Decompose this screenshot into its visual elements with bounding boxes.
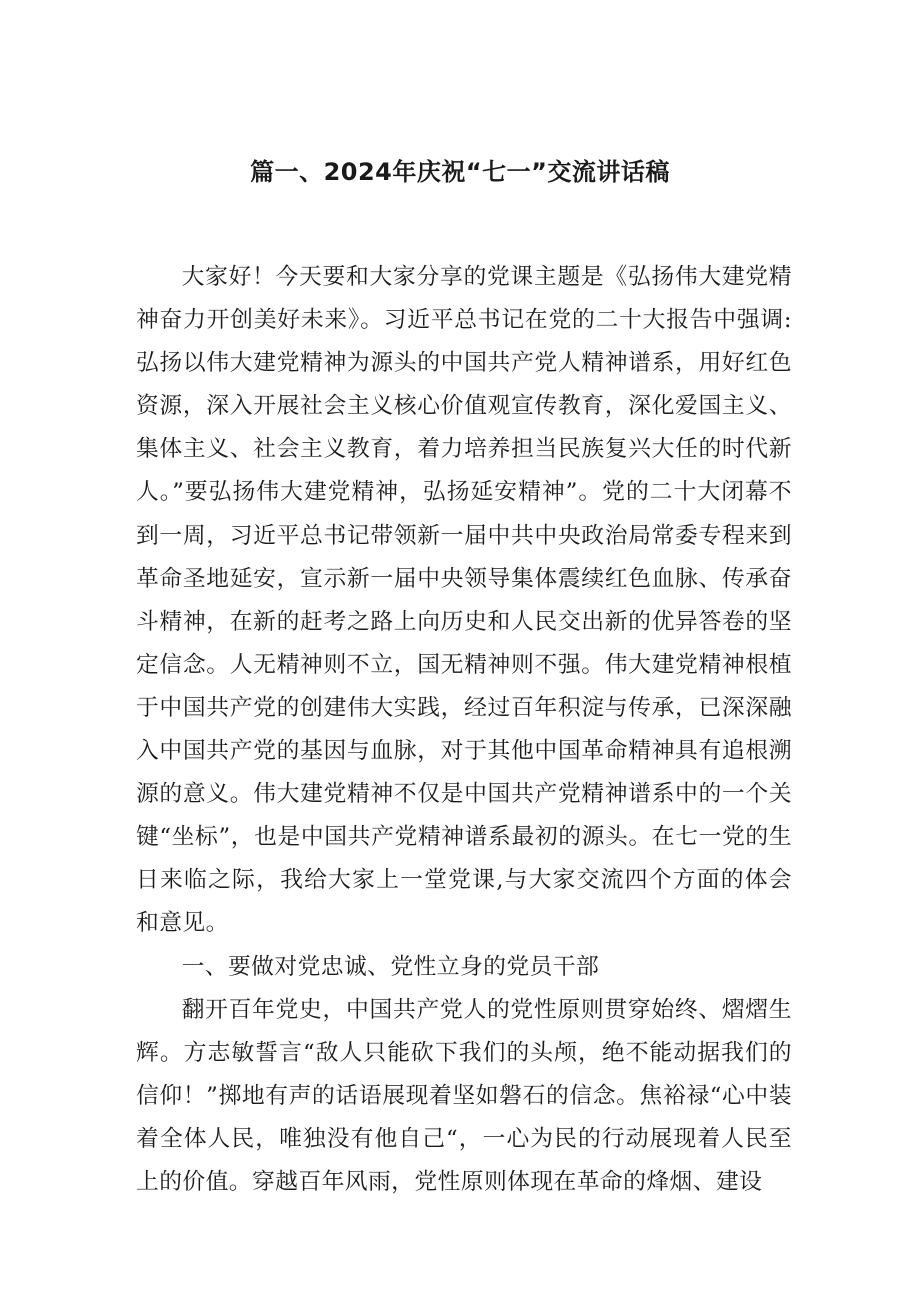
section-paragraph: 翻开百年党史，中国共产党人的党性原则贯穿始终、熠熠生辉。方志敏誓言“敌人只能砍下我们的头颅，绝不能动据我们的信仰！”掷地有声的话语展现着坚如磐石的信念。焦裕禄“心中装着全体人民，唯独没有他自己“，一心为民的行动展现着人民至上的价值。穿越百年风雨，党性原则体现在革命的烽烟、建设 (136, 996, 792, 1195)
document-title: 篇一、2024年庆祝“七一”交流讲话稿 (250, 158, 670, 186)
intro-paragraph: 大家好！今天要和大家分享的党课主题是《弘扬伟大建党精神奋力开创美好未来》。习近平总书记在党的二十大报告中强调:弘扬以伟大建党精神为源头的中国共产党人精神谱系，用好红色资源，深入开展社会主义核心价值观宣传教育，深化爱国主义、集体主义、社会主义教育，着力培养担当民族复兴大任的时代新人。”要弘扬伟大建党精神，弘扬延安精神”。党的二十大闭幕不到一周，习近平总书记带领新一届中共中央政治局常委专程来到革命圣地延安，宣示新一届中央领导集体震续红色血脉、传承奋斗精神，在新的赶考之路上向历史和人民交出新的优异答卷的坚定信念。人无精神则不立，国无精神则不强。伟大建党精神根植于中国共产党的创建伟大实践，经过百年积淀与传承，已深深融入中国共产党的基因与血脉，对于其他中国革命精神具有追根溯源的意义。伟大建党精神不仅是中国共产党精神谱系中的一个关键“坐标”，也是中国共产党精神谱系最初的源头。在七一党的生日来临之际，我给大家上一堂党课,与大家交流四个方面的体会和意见。 (136, 264, 792, 937)
section-heading: 一、要做对党忠诚、党性立身的党员干部 (181, 953, 600, 980)
document-body (136, 256, 792, 1204)
